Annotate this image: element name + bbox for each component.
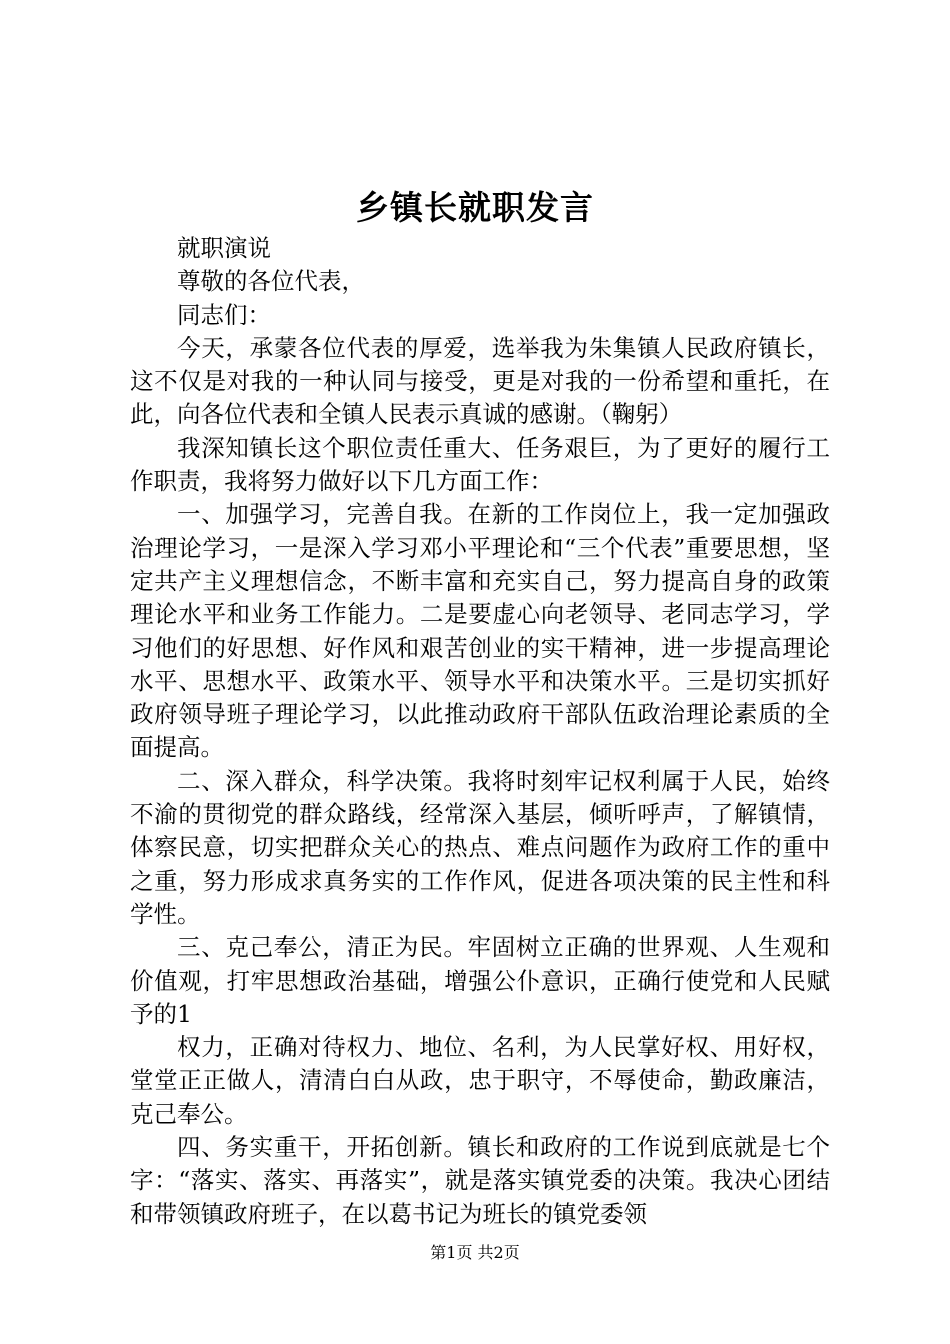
document-body <box>130 232 830 1231</box>
paragraph-thanks: 今天，承蒙各位代表的厚爱，选举我为朱集镇人民政府镇长，这不仅是对我的一种认同与接受，更是对我的一份希望和重托，在此，向各位代表和全镇人民表示真诚的感谢。（鞠躬） <box>130 333 830 429</box>
paragraph-point-4: 四、务实重干，开拓创新。镇长和政府的工作说到底就是七个字：“落实、落实、再落实”，就是落实镇党委的决策。我决心团结和带领镇政府班子，在以葛书记为班长的镇党委领 <box>130 1133 830 1228</box>
paragraph-point-3: 三、克己奉公，清正为民。牢固树立正确的世界观、人生观和价值观，打牢思想政治基础，增强公仆意识，正确行使党和人民赋予的1 <box>130 933 830 1028</box>
page-footer: 第1页 共2页 <box>430 1243 520 1262</box>
document-title: 乡镇长就职发言 <box>356 188 594 227</box>
paragraph-point-1: 一、加强学习，完善自我。在新的工作岗位上，我一定加强政治理论学习，一是深入学习邓小平理论和“三个代表”重要思想，坚定共产主义理想信念，不断丰富和充实自己，努力提高自身的政策理论水平和业务工作能力。二是要虚心向老领导、老同志学习，学习他们的好思想、好作风和艰苦创业的实干精神，进一步提高理论水平、思想水平、政策水平、领导水平和决策水平。三是切实抓好政府领导班子理论学习，以此推动政府干部队伍政治理论素质的全面提高。 <box>130 500 830 762</box>
paragraph-salutation-2: 同志们： <box>177 300 271 329</box>
paragraph-point-3-cont: 权力，正确对待权力、地位、名利，为人民掌好权、用好权，堂堂正正做人，清清白白从政，忠于职守，不辱使命，勤政廉洁，克己奉公。 <box>130 1033 830 1128</box>
paragraph-intro: 我深知镇长这个职位责任重大、任务艰巨，为了更好的履行工作职责，我将努力做好以下几方面工作： <box>130 433 830 496</box>
paragraph-salutation: 尊敬的各位代表， <box>177 267 365 296</box>
paragraph-point-2: 二、深入群众，科学决策。我将时刻牢记权利属于人民，始终不渝的贯彻党的群众路线，经常深入基层，倾听呼声，了解镇情，体察民意，切实把群众关心的热点、难点问题作为政府工作的重中之重，努力形成求真务实的工作作风，促进各项决策的民主性和科学性。 <box>130 766 830 928</box>
paragraph-heading: 就职演说 <box>177 234 271 262</box>
